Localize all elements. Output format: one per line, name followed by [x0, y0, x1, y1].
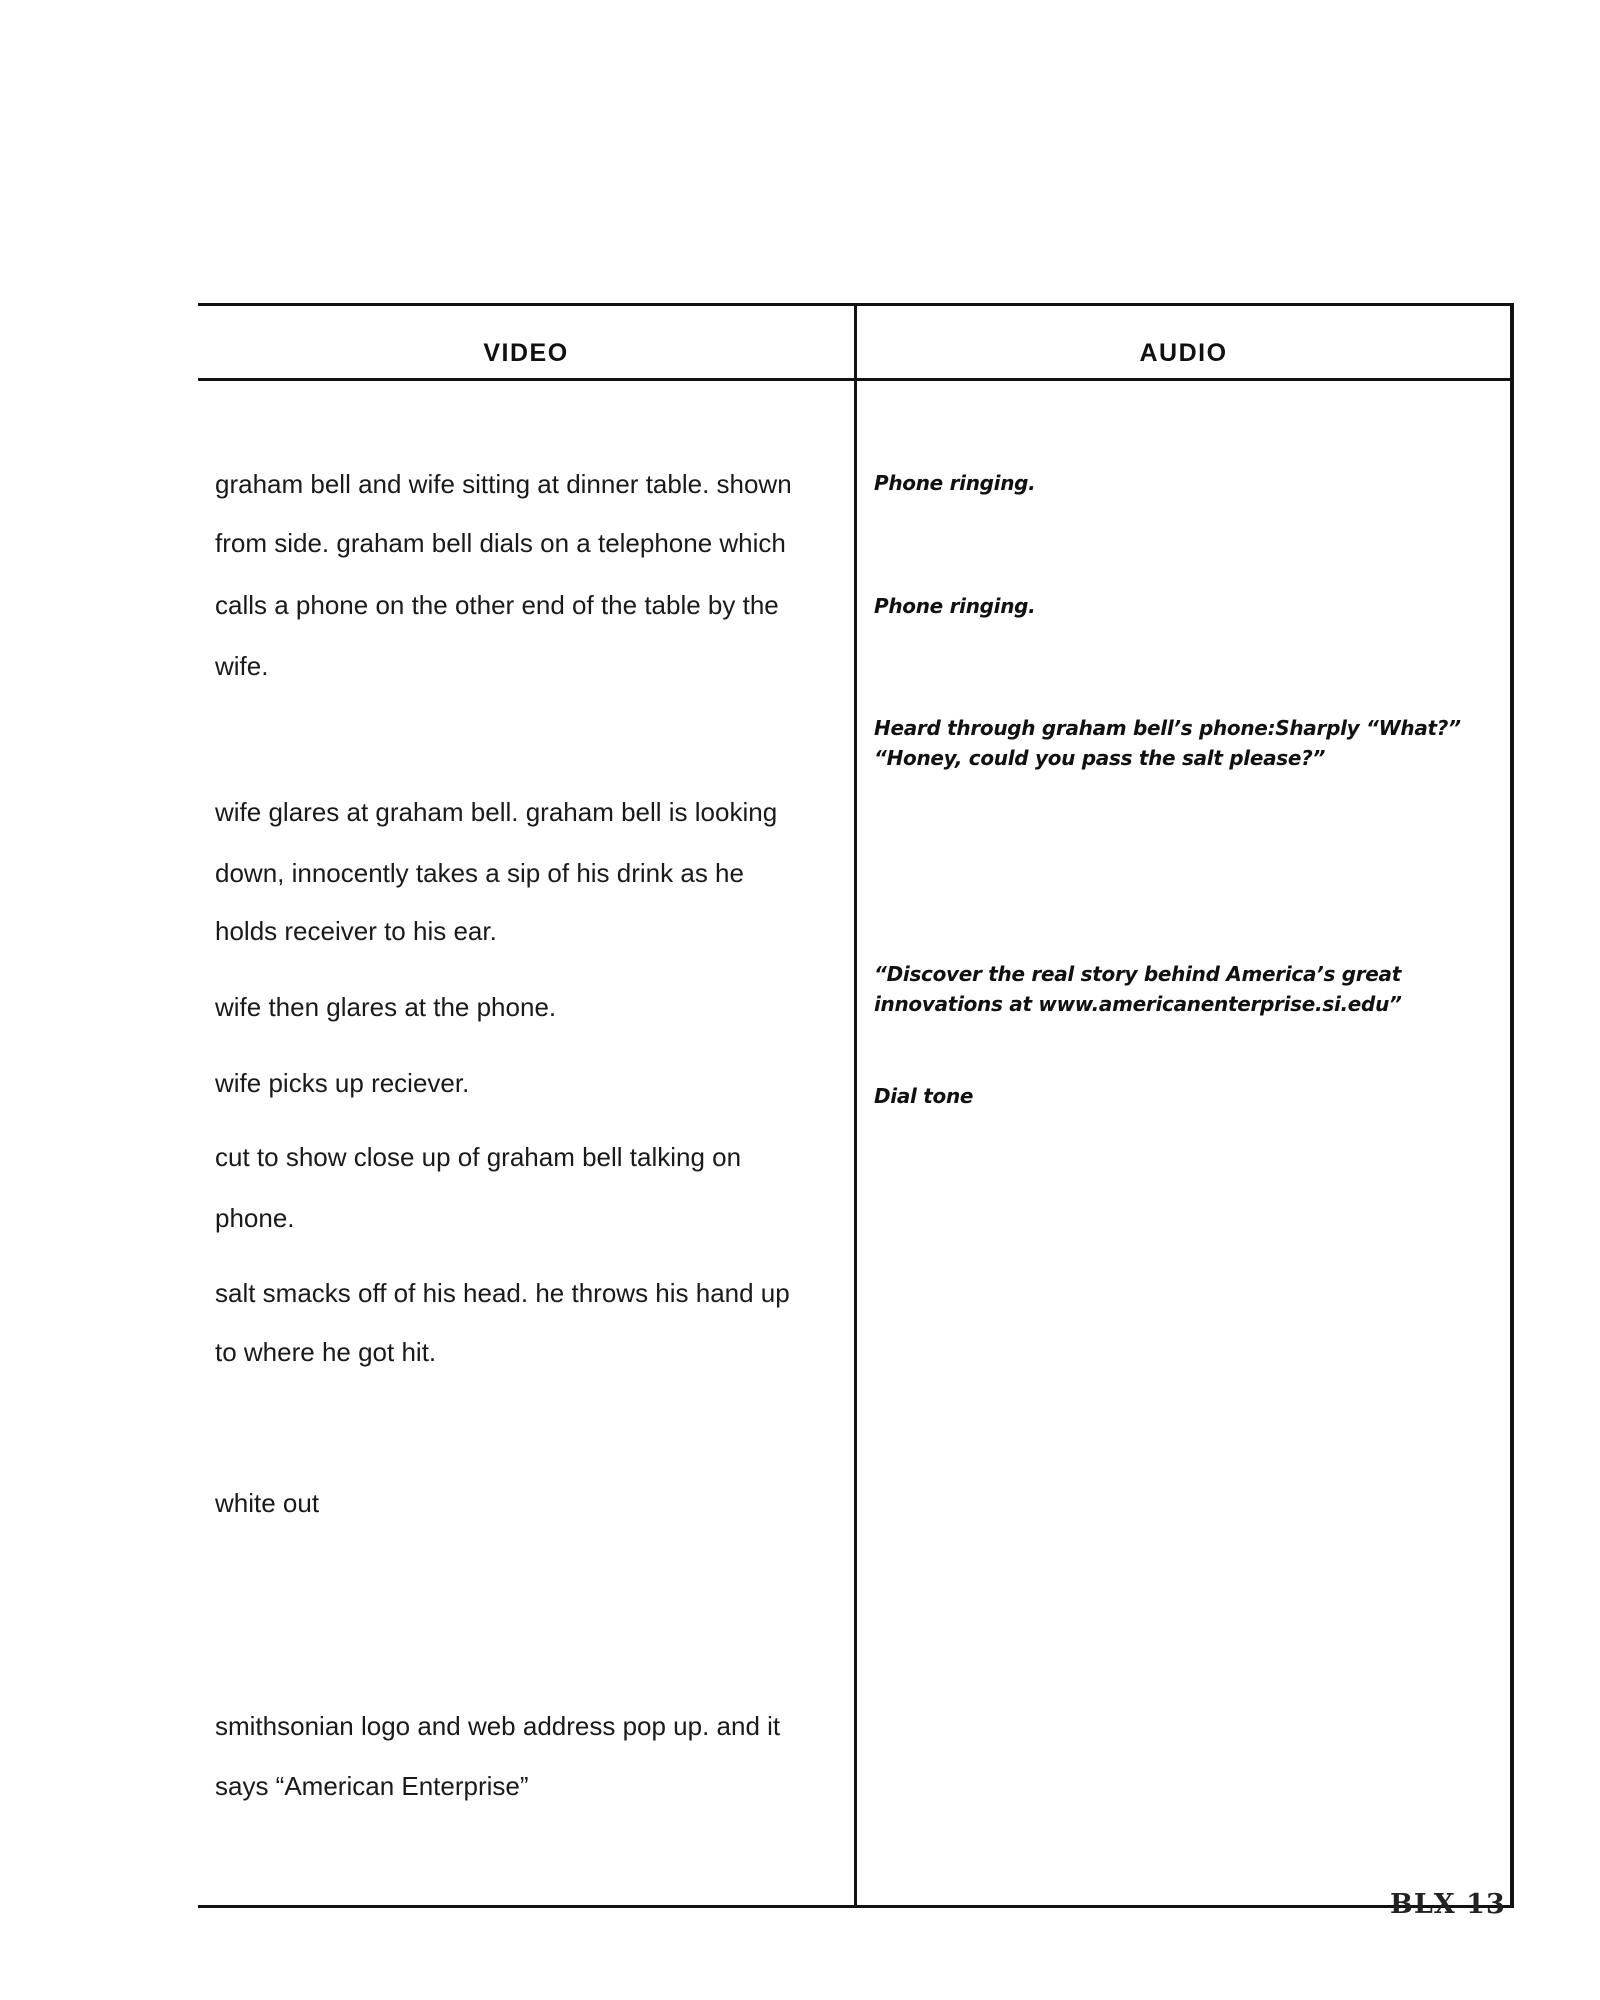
video-line: cut to show close up of graham bell talking on [215, 1142, 742, 1172]
video-line: phone. [215, 1203, 295, 1233]
video-line: wife. [215, 651, 269, 681]
audio-cue-direction: Sharply [1275, 716, 1360, 740]
video-column-header: VIDEO [483, 339, 569, 367]
audio-cue-lead: Heard through graham bell’s phone: [874, 716, 1276, 740]
video-line: from side. graham bell dials on a telephone which [215, 528, 786, 558]
page-number: BLX 13 [1390, 1889, 1506, 1920]
video-line: wife glares at graham bell. graham bell is looking [215, 797, 778, 827]
column-divider-rule [854, 303, 857, 1908]
table-right-rule [1510, 303, 1514, 1908]
video-line: white out [215, 1488, 320, 1518]
video-line: wife picks up reciever. [215, 1068, 470, 1098]
audio-cue: Dial tone [874, 1084, 974, 1108]
video-line: salt smacks off of his head. he throws his hand up [215, 1278, 790, 1308]
audio-column-header: AUDIO [1139, 339, 1228, 367]
video-line: down, innocently takes a sip of his drink as he [215, 858, 744, 888]
video-line: calls a phone on the other end of the table by the [215, 590, 779, 620]
audio-cue [874, 718, 1504, 738]
audio-cue: Phone ringing. [874, 471, 1036, 495]
video-line: wife then glares at the phone. [215, 992, 557, 1022]
audio-cue: “Discover the real story behind America’s great [874, 962, 1402, 986]
audio-cue: “Honey, could you pass the salt please?” [874, 746, 1326, 770]
audio-cue-quote: “What?” [1359, 716, 1461, 740]
video-line: to where he got hit. [215, 1337, 437, 1367]
video-line: says “American Enterprise” [215, 1771, 529, 1801]
video-line: holds receiver to his ear. [215, 916, 497, 946]
script-table [198, 303, 1514, 1908]
audio-cue: Phone ringing. [874, 594, 1036, 618]
video-line: graham bell and wife sitting at dinner table. shown [215, 469, 792, 499]
audio-cue: innovations at www.americanenterprise.si.edu” [874, 992, 1402, 1016]
video-line: smithsonian logo and web address pop up. and it [215, 1711, 781, 1741]
